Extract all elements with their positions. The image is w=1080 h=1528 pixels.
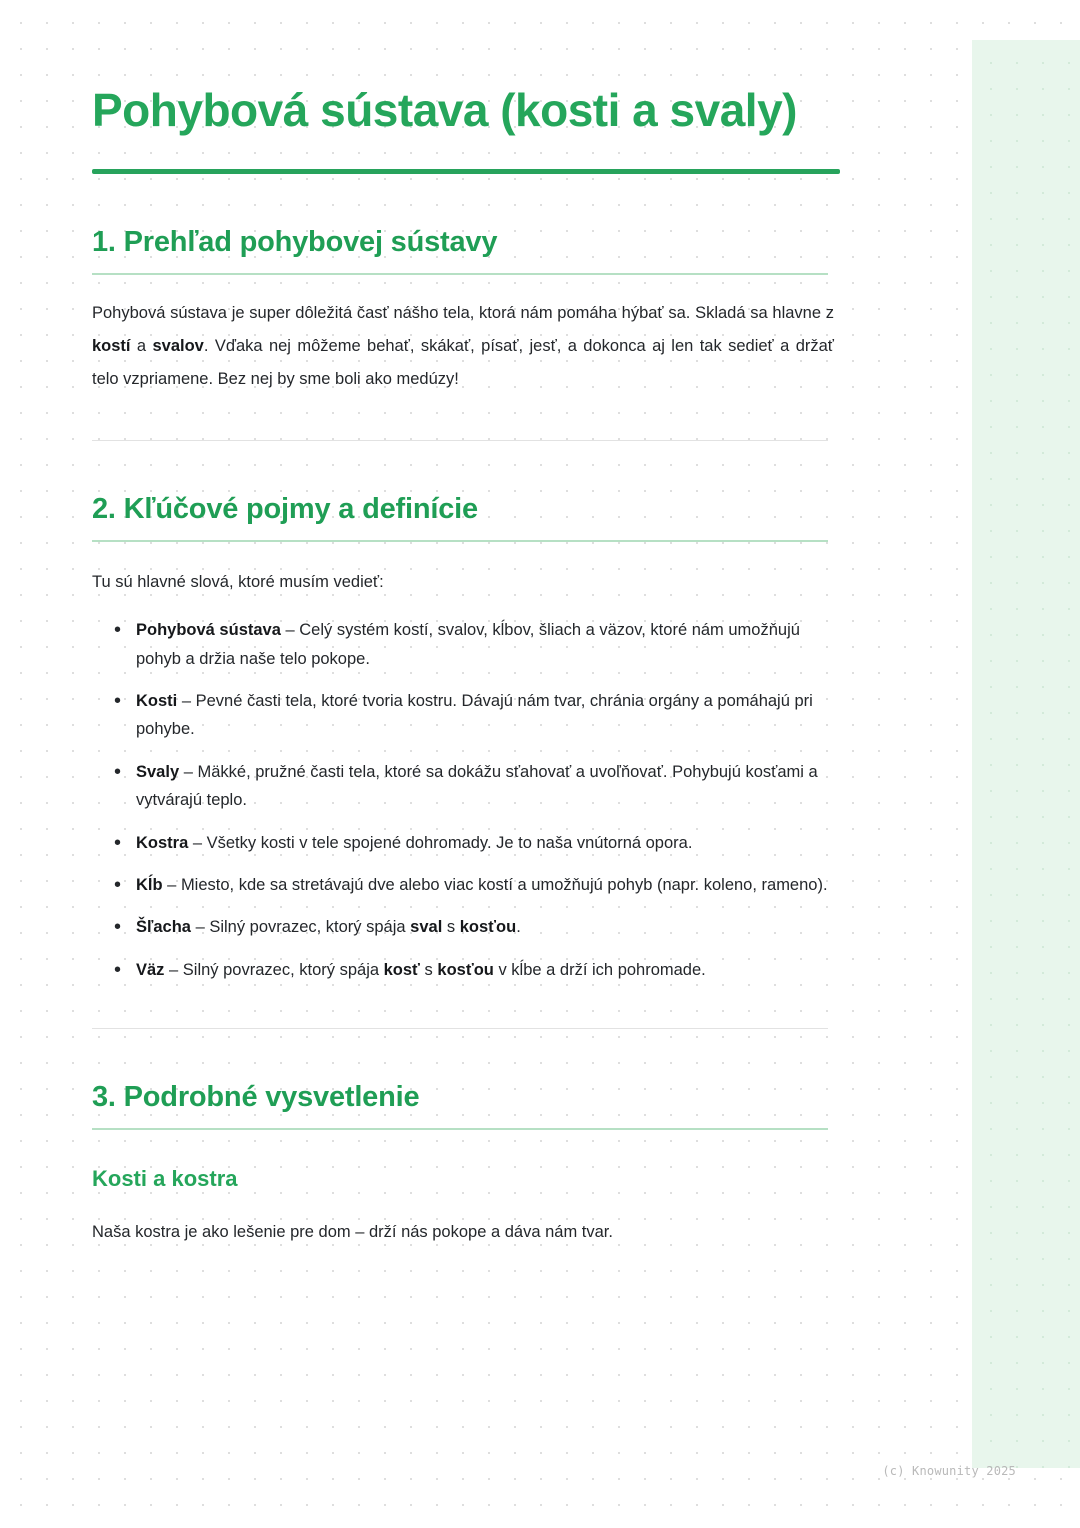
list-item: • Väz – Silný povrazec, ktorý spája kosť s kosťou v kĺbe a drží ich pohromade.: [122, 956, 834, 984]
title-underline: [92, 169, 840, 174]
list-item: • Kosti – Pevné časti tela, ktoré tvoria kostru. Dávajú nám tvar, chránia orgány a pomáhajú pri pohybe.: [122, 687, 834, 744]
section-divider-1: [92, 440, 828, 441]
section-rule-1: [92, 273, 828, 275]
list-item: • Šľacha – Silný povrazec, ktorý spája sval s kosťou.: [122, 913, 834, 941]
section-3-paragraph: Naša kostra je ako lešenie pre dom – drží nás pokope a dáva nám tvar.: [92, 1223, 613, 1242]
section-heading-1: 1. Prehľad pohybovej sústavy: [92, 226, 498, 259]
footer-credit: (c) Knowunity 2025: [882, 1464, 1016, 1478]
list-item: • Kostra – Všetky kosti v tele spojené dohromady. Je to naša vnútorná opora.: [122, 829, 834, 857]
list-item: • Kĺb – Miesto, kde sa stretávajú dve alebo viac kostí a umožňujú pohyb (napr. koleno, rameno).: [122, 871, 834, 899]
subsection-heading-bones: Kosti a kostra: [92, 1166, 238, 1192]
document-content: [92, 78, 834, 1246]
section-heading-2: 2. Kľúčové pojmy a definície: [92, 493, 478, 526]
section-rule-2: [92, 540, 828, 542]
section-heading-3: 3. Podrobné vysvetlenie: [92, 1081, 420, 1114]
section-1-paragraph: Pohybová sústava je super dôležitá časť nášho tela, ktorá nám pomáha hýbať sa. Skladá sa hlavne z kostí a svalov. Vďaka nej môžeme behať, skákať, písať, jesť, a dokonca aj len tak sedieť a držať telo vzpriamene. Bez nej by sme boli ako medúzy!: [92, 304, 834, 389]
key-terms-list: [92, 616, 834, 984]
list-item: • Pohybová sústava – Celý systém kostí, svalov, kĺbov, šliach a väzov, ktoré nám umožňujú pohyb a držia naše telo pokope.: [122, 616, 834, 673]
section-divider-2: [92, 1028, 828, 1029]
page-side-strip: [972, 40, 1080, 1468]
page-title: Pohybová sústava (kosti a svaly): [92, 84, 797, 136]
section-2-lead: Tu sú hlavné slová, ktoré musím vedieť:: [92, 573, 384, 592]
section-rule-3: [92, 1128, 828, 1130]
list-item: • Svaly – Mäkké, pružné časti tela, ktoré sa dokážu sťahovať a uvoľňovať. Pohybujú kosťami a vytvárajú teplo.: [122, 758, 834, 815]
page-side-strip-edge: [969, 40, 972, 1468]
